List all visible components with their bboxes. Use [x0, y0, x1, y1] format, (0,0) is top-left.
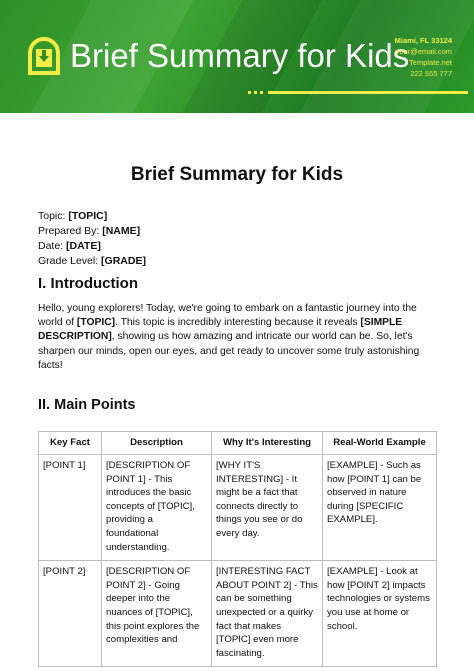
table-cell: [POINT 2] [39, 561, 102, 667]
header-banner [0, 0, 474, 113]
main-points-heading: II. Main Points [38, 397, 136, 413]
table-header-row [39, 432, 437, 455]
column-header: Why It's Interesting [212, 432, 323, 455]
table-cell: [POINT 1] [39, 455, 102, 561]
table-cell: [DESCRIPTION OF POINT 2] - Going deeper into the nuances of [TOPIC], this point explores the complexities and [102, 561, 212, 667]
table-row [39, 455, 437, 561]
table-cell: [EXAMPLE] - Look at how [POINT 2] impacts technologies or systems you use at home or school. [323, 561, 437, 667]
table-cell: [DESCRIPTION OF POINT 1] - This introduces the basic concepts of [TOPIC], providing a foundational understanding. [102, 455, 212, 561]
main-points-table [38, 431, 437, 667]
table-cell: [INTERESTING FACT ABOUT POINT 2] - This can be something unexpected or a quirky fact that makes [TOPIC] even more fascinating. [212, 561, 323, 667]
intro-paragraph: Hello, young explorers! Today, we're going to embark on a fantastic journey into the world of [TOPIC]. This topic is incredibly interesting because it reveals [SIMPLE DESCRIPTION], showing us how amazing and intricate our world can be. So, let's sharpen our minds, open our eyes, and get ready to uncover some truly astonishing facts! [38, 303, 420, 371]
table-row [39, 561, 437, 667]
column-header: Description [102, 432, 212, 455]
meta-prepared-by: Prepared By: [NAME] [38, 225, 141, 237]
table-cell: [EXAMPLE] - Such as how [POINT 1] can be observed in nature during [SPECIFIC EXAMPLE]. [323, 455, 437, 561]
decorative-dots [248, 91, 468, 94]
document-title: Brief Summary for Kids [130, 164, 344, 185]
intro-heading: I. Introduction [38, 275, 138, 292]
contact-city: Miami, FL 33124 [394, 36, 452, 45]
contact-phone: 222 555 777 [410, 69, 452, 78]
contact-email[interactable]: your@email.com [395, 47, 452, 56]
table-cell: [WHY IT'S INTERESTING] - It might be a fact that connects directly to things you see or do every day. [212, 455, 323, 561]
meta-topic: Topic: [TOPIC] [38, 210, 108, 222]
document-meta [38, 209, 146, 269]
contact-block [395, 35, 452, 79]
download-badge-icon [26, 37, 62, 75]
banner-title: Brief Summary for Kids [70, 37, 410, 74]
contact-site[interactable]: Template.net [409, 58, 452, 67]
meta-grade-level: Grade Level: [GRADE] [38, 255, 146, 267]
meta-date: Date: [DATE] [38, 240, 101, 252]
column-header: Real-World Example [323, 432, 437, 455]
column-header: Key Fact [39, 432, 102, 455]
